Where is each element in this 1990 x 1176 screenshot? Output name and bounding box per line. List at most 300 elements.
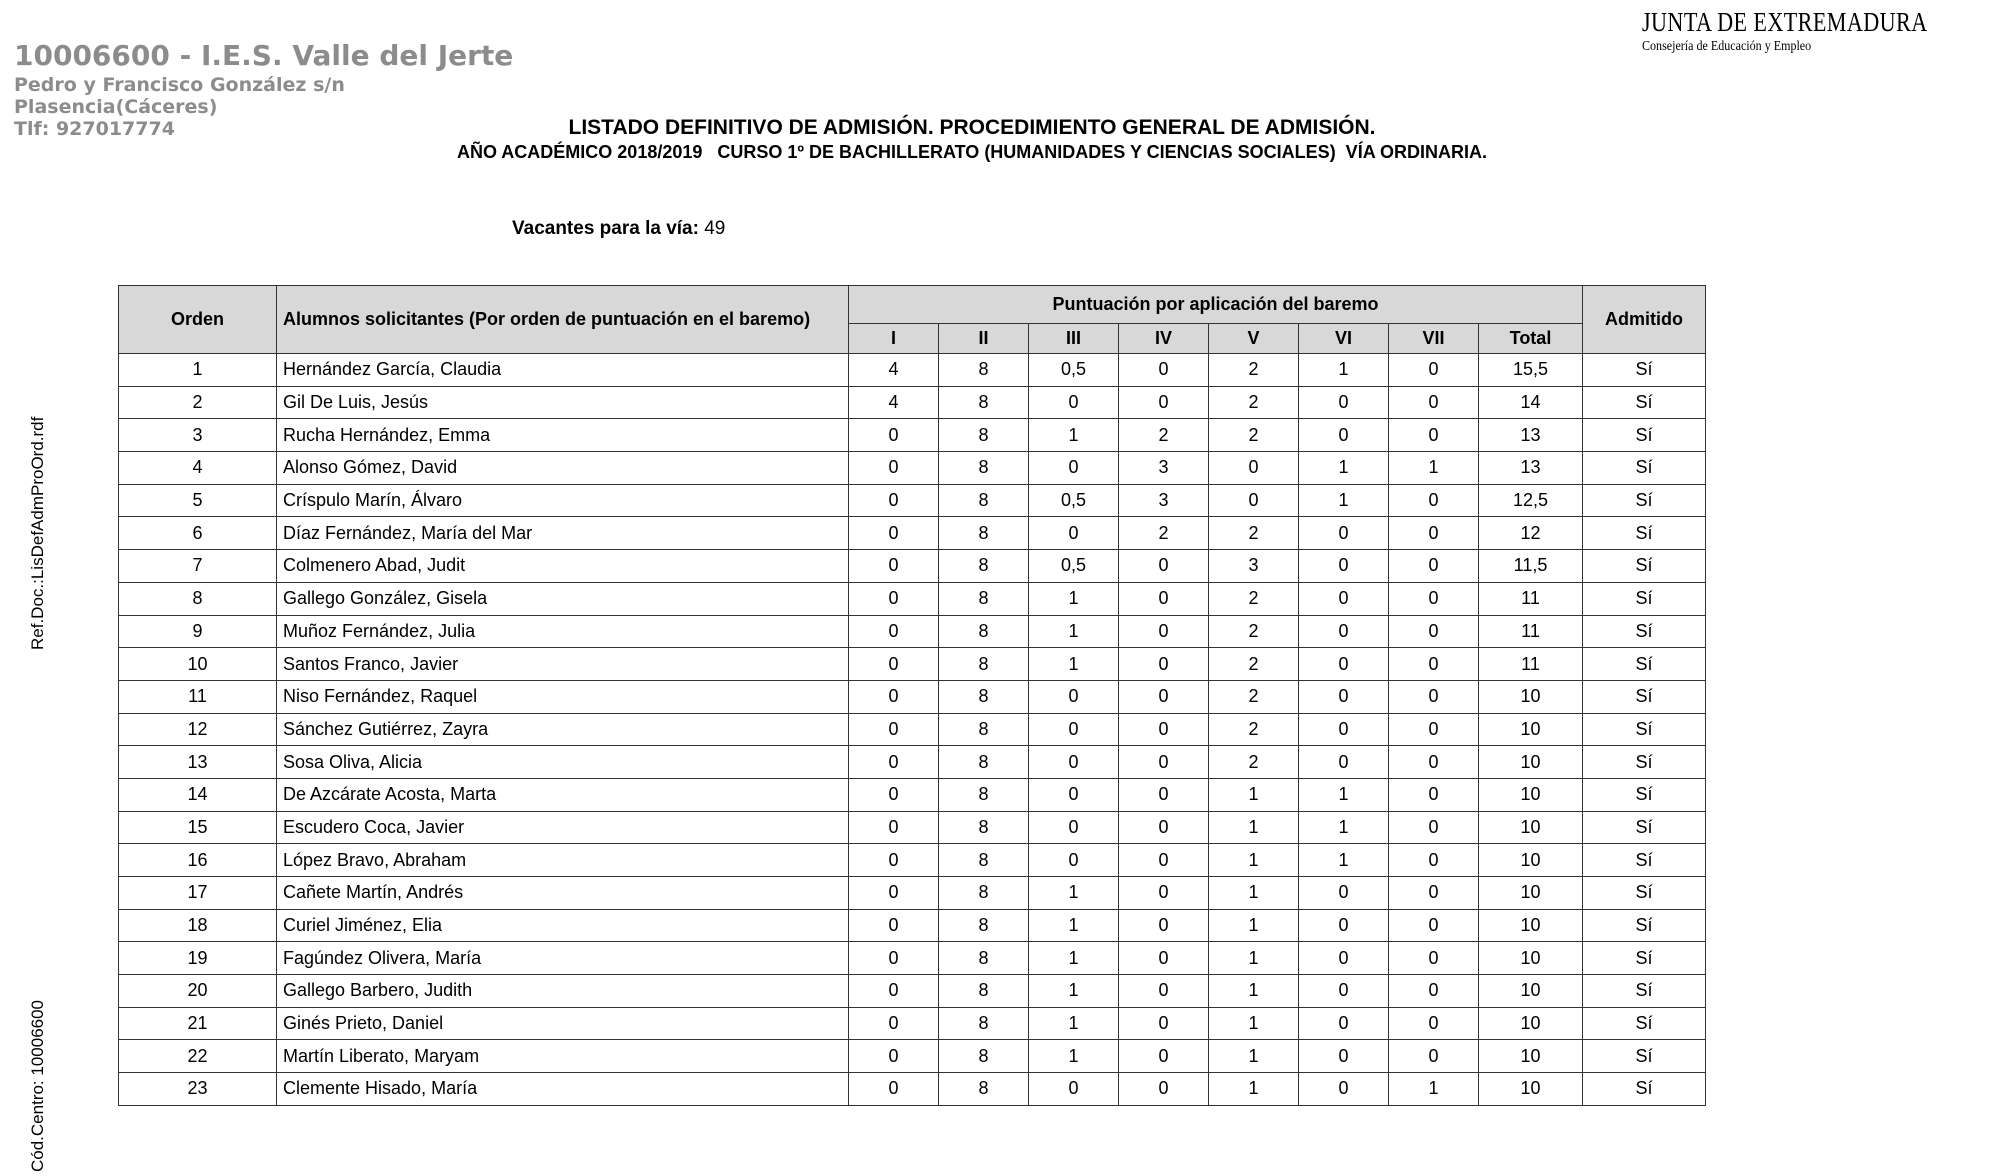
cell-iii: 1 — [1029, 975, 1119, 1008]
table-row — [119, 909, 1706, 942]
cell-ii: 8 — [939, 615, 1029, 648]
cell-iv: 0 — [1119, 811, 1209, 844]
cell-v: 2 — [1209, 680, 1299, 713]
cell-orden: 4 — [119, 452, 277, 485]
header-col-i: I — [849, 324, 939, 354]
cell-i: 0 — [849, 713, 939, 746]
cell-orden: 21 — [119, 1007, 277, 1040]
cell-ii: 8 — [939, 778, 1029, 811]
cell-iii: 0 — [1029, 1073, 1119, 1106]
table-row — [119, 811, 1706, 844]
cell-iv: 3 — [1119, 484, 1209, 517]
cell-ii: 8 — [939, 648, 1029, 681]
cell-admitido: Sí — [1583, 877, 1706, 910]
cell-vii: 0 — [1389, 484, 1479, 517]
cell-v: 2 — [1209, 648, 1299, 681]
cell-vi: 1 — [1299, 844, 1389, 877]
header-admitido: Admitido — [1583, 286, 1706, 354]
cell-v: 2 — [1209, 419, 1299, 452]
cell-admitido: Sí — [1583, 909, 1706, 942]
cell-iii: 0 — [1029, 713, 1119, 746]
table-row — [119, 419, 1706, 452]
cell-ii: 8 — [939, 517, 1029, 550]
cell-alumno: Gil De Luis, Jesús — [277, 386, 849, 419]
cell-admitido: Sí — [1583, 713, 1706, 746]
cell-iv: 0 — [1119, 975, 1209, 1008]
cell-alumno: Hernández García, Claudia — [277, 354, 849, 387]
school-address: Pedro y Francisco González s/n — [14, 74, 345, 96]
cell-vii: 0 — [1389, 1007, 1479, 1040]
cell-orden: 10 — [119, 648, 277, 681]
cell-iv: 0 — [1119, 1007, 1209, 1040]
cell-v: 1 — [1209, 975, 1299, 1008]
cell-admitido: Sí — [1583, 550, 1706, 583]
cell-alumno: Colmenero Abad, Judit — [277, 550, 849, 583]
cell-iv: 0 — [1119, 1040, 1209, 1073]
table-row — [119, 942, 1706, 975]
cell-alumno: Díaz Fernández, María del Mar — [277, 517, 849, 550]
cell-iii: 0,5 — [1029, 484, 1119, 517]
cell-vii: 0 — [1389, 713, 1479, 746]
table-row — [119, 1073, 1706, 1106]
cell-iii: 1 — [1029, 877, 1119, 910]
cell-v: 1 — [1209, 909, 1299, 942]
cell-iv: 0 — [1119, 844, 1209, 877]
cell-total: 15,5 — [1479, 354, 1583, 387]
cell-alumno: Escudero Coca, Javier — [277, 811, 849, 844]
document-title: LISTADO DEFINITIVO DE ADMISIÓN. PROCEDIMIENTO GENERAL DE ADMISIÓN. — [568, 116, 1376, 139]
cell-vi: 1 — [1299, 484, 1389, 517]
cell-iv: 3 — [1119, 452, 1209, 485]
cell-i: 0 — [849, 1073, 939, 1106]
cell-alumno: Ginés Prieto, Daniel — [277, 1007, 849, 1040]
cell-v: 1 — [1209, 778, 1299, 811]
table-row — [119, 844, 1706, 877]
cell-alumno: Santos Franco, Javier — [277, 648, 849, 681]
cell-iii: 1 — [1029, 582, 1119, 615]
cell-iii: 1 — [1029, 648, 1119, 681]
cell-alumno: Rucha Hernández, Emma — [277, 419, 849, 452]
cell-total: 10 — [1479, 1007, 1583, 1040]
cell-v: 0 — [1209, 484, 1299, 517]
cell-orden: 18 — [119, 909, 277, 942]
cell-orden: 15 — [119, 811, 277, 844]
cell-vii: 0 — [1389, 354, 1479, 387]
cell-ii: 8 — [939, 1040, 1029, 1073]
table-row — [119, 550, 1706, 583]
cell-iii: 0,5 — [1029, 550, 1119, 583]
cell-orden: 16 — [119, 844, 277, 877]
cell-admitido: Sí — [1583, 1040, 1706, 1073]
cell-vii: 0 — [1389, 746, 1479, 779]
cell-iii: 0 — [1029, 452, 1119, 485]
header-col-vi: VI — [1299, 324, 1389, 354]
cell-iii: 0 — [1029, 844, 1119, 877]
cell-admitido: Sí — [1583, 484, 1706, 517]
cell-v: 2 — [1209, 386, 1299, 419]
table-row — [119, 713, 1706, 746]
cell-orden: 14 — [119, 778, 277, 811]
cell-admitido: Sí — [1583, 648, 1706, 681]
cell-iv: 0 — [1119, 713, 1209, 746]
cell-admitido: Sí — [1583, 811, 1706, 844]
cell-alumno: Sosa Oliva, Alicia — [277, 746, 849, 779]
cell-i: 0 — [849, 517, 939, 550]
cell-vii: 0 — [1389, 386, 1479, 419]
cell-ii: 8 — [939, 909, 1029, 942]
cell-alumno: Críspulo Marín, Álvaro — [277, 484, 849, 517]
cell-vi: 0 — [1299, 517, 1389, 550]
cell-alumno: Fagúndez Olivera, María — [277, 942, 849, 975]
cell-total: 13 — [1479, 419, 1583, 452]
cell-iv: 0 — [1119, 615, 1209, 648]
cell-admitido: Sí — [1583, 615, 1706, 648]
table-row — [119, 680, 1706, 713]
cell-iii: 1 — [1029, 419, 1119, 452]
cell-iv: 0 — [1119, 746, 1209, 779]
cell-iii: 0 — [1029, 680, 1119, 713]
cell-vi: 0 — [1299, 975, 1389, 1008]
cell-orden: 22 — [119, 1040, 277, 1073]
cell-vi: 1 — [1299, 778, 1389, 811]
cell-admitido: Sí — [1583, 942, 1706, 975]
cell-ii: 8 — [939, 811, 1029, 844]
cell-vii: 0 — [1389, 648, 1479, 681]
cell-orden: 9 — [119, 615, 277, 648]
cell-i: 4 — [849, 354, 939, 387]
cell-orden: 19 — [119, 942, 277, 975]
vacantes — [512, 218, 725, 240]
cell-total: 11,5 — [1479, 550, 1583, 583]
school-city: Plasencia(Cáceres) — [14, 96, 218, 118]
header-col-iv: IV — [1119, 324, 1209, 354]
cell-v: 2 — [1209, 713, 1299, 746]
cell-vi: 0 — [1299, 909, 1389, 942]
cell-i: 4 — [849, 386, 939, 419]
cell-v: 0 — [1209, 452, 1299, 485]
cell-iv: 2 — [1119, 517, 1209, 550]
cell-alumno: Niso Fernández, Raquel — [277, 680, 849, 713]
cell-orden: 3 — [119, 419, 277, 452]
cell-i: 0 — [849, 484, 939, 517]
table-row — [119, 877, 1706, 910]
cell-total: 10 — [1479, 746, 1583, 779]
table-row — [119, 517, 1706, 550]
cell-vi: 0 — [1299, 550, 1389, 583]
cell-iii: 1 — [1029, 1007, 1119, 1040]
brand-department: Consejería de Educación y Empleo — [1642, 39, 1812, 54]
table-row — [119, 386, 1706, 419]
cell-vi: 0 — [1299, 713, 1389, 746]
cell-iii: 1 — [1029, 909, 1119, 942]
cell-alumno: Clemente Hisado, María — [277, 1073, 849, 1106]
cell-orden: 1 — [119, 354, 277, 387]
cell-iii: 0 — [1029, 517, 1119, 550]
table-row — [119, 615, 1706, 648]
table-row — [119, 648, 1706, 681]
cell-i: 0 — [849, 1040, 939, 1073]
cell-orden: 11 — [119, 680, 277, 713]
cell-i: 0 — [849, 680, 939, 713]
cell-ii: 8 — [939, 680, 1029, 713]
cell-vi: 0 — [1299, 648, 1389, 681]
cell-admitido: Sí — [1583, 680, 1706, 713]
header-alumnos: Alumnos solicitantes (Por orden de puntuación en el baremo) — [277, 286, 849, 354]
cell-ii: 8 — [939, 877, 1029, 910]
cell-iii: 0 — [1029, 811, 1119, 844]
cell-iii: 1 — [1029, 1040, 1119, 1073]
cell-ii: 8 — [939, 582, 1029, 615]
cell-orden: 20 — [119, 975, 277, 1008]
vacantes-value: 49 — [704, 218, 726, 239]
cell-i: 0 — [849, 811, 939, 844]
cell-iv: 0 — [1119, 877, 1209, 910]
table-row — [119, 1040, 1706, 1073]
cell-vi: 1 — [1299, 811, 1389, 844]
table-row — [119, 778, 1706, 811]
cell-ii: 8 — [939, 386, 1029, 419]
cell-admitido: Sí — [1583, 354, 1706, 387]
cell-i: 0 — [849, 550, 939, 583]
cell-i: 0 — [849, 615, 939, 648]
cell-vii: 0 — [1389, 844, 1479, 877]
cell-ii: 8 — [939, 713, 1029, 746]
cell-total: 14 — [1479, 386, 1583, 419]
cell-orden: 2 — [119, 386, 277, 419]
cell-admitido: Sí — [1583, 582, 1706, 615]
cell-admitido: Sí — [1583, 778, 1706, 811]
cell-orden: 17 — [119, 877, 277, 910]
cell-admitido: Sí — [1583, 844, 1706, 877]
cell-vi: 0 — [1299, 1007, 1389, 1040]
cell-v: 2 — [1209, 517, 1299, 550]
school-phone: Tlf: 927017774 — [14, 118, 175, 140]
cell-total: 10 — [1479, 811, 1583, 844]
cell-admitido: Sí — [1583, 746, 1706, 779]
cell-orden: 6 — [119, 517, 277, 550]
cell-iii: 0,5 — [1029, 354, 1119, 387]
cell-total: 10 — [1479, 778, 1583, 811]
cell-vi: 0 — [1299, 746, 1389, 779]
cell-vii: 1 — [1389, 1073, 1479, 1106]
cell-total: 10 — [1479, 942, 1583, 975]
cell-v: 1 — [1209, 1040, 1299, 1073]
cell-iv: 0 — [1119, 648, 1209, 681]
cell-iii: 0 — [1029, 386, 1119, 419]
cell-iv: 0 — [1119, 550, 1209, 583]
vacantes-label: Vacantes para la vía: — [512, 218, 699, 239]
cell-vii: 0 — [1389, 419, 1479, 452]
cell-i: 0 — [849, 648, 939, 681]
cell-ii: 8 — [939, 844, 1029, 877]
cell-alumno: Gallego Barbero, Judith — [277, 975, 849, 1008]
cell-i: 0 — [849, 452, 939, 485]
cell-ii: 8 — [939, 1073, 1029, 1106]
table-row — [119, 354, 1706, 387]
cell-v: 2 — [1209, 582, 1299, 615]
cell-ii: 8 — [939, 452, 1029, 485]
cell-ii: 8 — [939, 1007, 1029, 1040]
cell-iv: 0 — [1119, 386, 1209, 419]
cell-admitido: Sí — [1583, 975, 1706, 1008]
cell-vi: 0 — [1299, 582, 1389, 615]
table-row — [119, 582, 1706, 615]
cell-orden: 5 — [119, 484, 277, 517]
cell-total: 13 — [1479, 452, 1583, 485]
cell-v: 2 — [1209, 615, 1299, 648]
center-code-label: Cód.Centro: 10006600 — [28, 999, 47, 1172]
reference-doc-label: Ref.Doc.:LisDefAdmProOrd.rdf — [28, 416, 47, 650]
cell-orden: 13 — [119, 746, 277, 779]
header-puntuacion-group: Puntuación por aplicación del baremo — [849, 286, 1583, 324]
cell-admitido: Sí — [1583, 419, 1706, 452]
cell-vii: 0 — [1389, 582, 1479, 615]
cell-orden: 12 — [119, 713, 277, 746]
cell-i: 0 — [849, 909, 939, 942]
header-col-iii: III — [1029, 324, 1119, 354]
cell-iv: 0 — [1119, 354, 1209, 387]
cell-vi: 0 — [1299, 877, 1389, 910]
cell-alumno: Alonso Gómez, David — [277, 452, 849, 485]
school-code-name: 10006600 - I.E.S. Valle del Jerte — [14, 39, 514, 72]
cell-total: 11 — [1479, 582, 1583, 615]
cell-total: 11 — [1479, 648, 1583, 681]
cell-total: 10 — [1479, 1073, 1583, 1106]
cell-v: 2 — [1209, 746, 1299, 779]
cell-iii: 0 — [1029, 746, 1119, 779]
cell-alumno: Gallego González, Gisela — [277, 582, 849, 615]
cell-i: 0 — [849, 942, 939, 975]
cell-alumno: Sánchez Gutiérrez, Zayra — [277, 713, 849, 746]
cell-vi: 0 — [1299, 1040, 1389, 1073]
brand-name: JUNTA DE EXTREMADURA — [1642, 7, 1928, 37]
header-col-v: V — [1209, 324, 1299, 354]
cell-iv: 0 — [1119, 1073, 1209, 1106]
header-orden: Orden — [119, 286, 277, 354]
cell-iv: 0 — [1119, 680, 1209, 713]
table-row — [119, 975, 1706, 1008]
cell-i: 0 — [849, 746, 939, 779]
cell-alumno: Cañete Martín, Andrés — [277, 877, 849, 910]
cell-v: 1 — [1209, 1007, 1299, 1040]
cell-i: 0 — [849, 1007, 939, 1040]
cell-vii: 0 — [1389, 680, 1479, 713]
cell-orden: 23 — [119, 1073, 277, 1106]
cell-iv: 0 — [1119, 909, 1209, 942]
cell-v: 1 — [1209, 844, 1299, 877]
cell-total: 11 — [1479, 615, 1583, 648]
cell-vii: 0 — [1389, 909, 1479, 942]
cell-orden: 7 — [119, 550, 277, 583]
cell-vi: 0 — [1299, 419, 1389, 452]
cell-ii: 8 — [939, 354, 1029, 387]
cell-total: 10 — [1479, 713, 1583, 746]
cell-i: 0 — [849, 877, 939, 910]
cell-admitido: Sí — [1583, 1007, 1706, 1040]
cell-vi: 0 — [1299, 386, 1389, 419]
cell-admitido: Sí — [1583, 517, 1706, 550]
cell-ii: 8 — [939, 419, 1029, 452]
cell-orden: 8 — [119, 582, 277, 615]
cell-admitido: Sí — [1583, 452, 1706, 485]
cell-vi: 0 — [1299, 942, 1389, 975]
cell-total: 10 — [1479, 975, 1583, 1008]
cell-vi: 1 — [1299, 452, 1389, 485]
table-row — [119, 484, 1706, 517]
table-row — [119, 746, 1706, 779]
cell-vii: 0 — [1389, 811, 1479, 844]
cell-iv: 2 — [1119, 419, 1209, 452]
header-col-ii: II — [939, 324, 1029, 354]
cell-total: 10 — [1479, 680, 1583, 713]
cell-vii: 0 — [1389, 877, 1479, 910]
cell-vii: 0 — [1389, 975, 1479, 1008]
cell-vii: 1 — [1389, 452, 1479, 485]
cell-ii: 8 — [939, 746, 1029, 779]
cell-vi: 0 — [1299, 615, 1389, 648]
cell-iii: 0 — [1029, 778, 1119, 811]
cell-ii: 8 — [939, 484, 1029, 517]
table-row — [119, 452, 1706, 485]
cell-i: 0 — [849, 975, 939, 1008]
cell-alumno: Curiel Jiménez, Elia — [277, 909, 849, 942]
cell-total: 10 — [1479, 877, 1583, 910]
header-col-vii: VII — [1389, 324, 1479, 354]
table-row — [119, 1007, 1706, 1040]
cell-total: 12 — [1479, 517, 1583, 550]
cell-iii: 1 — [1029, 942, 1119, 975]
cell-iv: 0 — [1119, 778, 1209, 811]
cell-admitido: Sí — [1583, 386, 1706, 419]
cell-i: 0 — [849, 419, 939, 452]
cell-alumno: López Bravo, Abraham — [277, 844, 849, 877]
cell-ii: 8 — [939, 975, 1029, 1008]
cell-v: 1 — [1209, 877, 1299, 910]
cell-ii: 8 — [939, 942, 1029, 975]
cell-v: 1 — [1209, 1073, 1299, 1106]
cell-vii: 0 — [1389, 778, 1479, 811]
cell-v: 3 — [1209, 550, 1299, 583]
cell-total: 10 — [1479, 844, 1583, 877]
cell-admitido: Sí — [1583, 1073, 1706, 1106]
cell-iv: 0 — [1119, 582, 1209, 615]
table-body — [119, 354, 1706, 1106]
junta-logo — [1642, 6, 1990, 56]
cell-vi: 0 — [1299, 680, 1389, 713]
cell-total: 12,5 — [1479, 484, 1583, 517]
cell-i: 0 — [849, 778, 939, 811]
cell-vii: 0 — [1389, 942, 1479, 975]
cell-v: 2 — [1209, 354, 1299, 387]
cell-vii: 0 — [1389, 615, 1479, 648]
admission-table — [118, 285, 1706, 1106]
cell-alumno: De Azcárate Acosta, Marta — [277, 778, 849, 811]
cell-alumno: Martín Liberato, Maryam — [277, 1040, 849, 1073]
cell-vi: 1 — [1299, 354, 1389, 387]
cell-alumno: Muñoz Fernández, Julia — [277, 615, 849, 648]
cell-ii: 8 — [939, 550, 1029, 583]
cell-vi: 0 — [1299, 1073, 1389, 1106]
cell-v: 1 — [1209, 811, 1299, 844]
cell-i: 0 — [849, 582, 939, 615]
cell-i: 0 — [849, 844, 939, 877]
cell-iii: 1 — [1029, 615, 1119, 648]
cell-vii: 0 — [1389, 550, 1479, 583]
cell-total: 10 — [1479, 1040, 1583, 1073]
header-col-total: Total — [1479, 324, 1583, 354]
document-subtitle: AÑO ACADÉMICO 2018/2019 CURSO 1º DE BACHILLERATO (HUMANIDADES Y CIENCIAS SOCIALES) VÍA ORDINARIA. — [456, 142, 1488, 162]
cell-v: 1 — [1209, 942, 1299, 975]
